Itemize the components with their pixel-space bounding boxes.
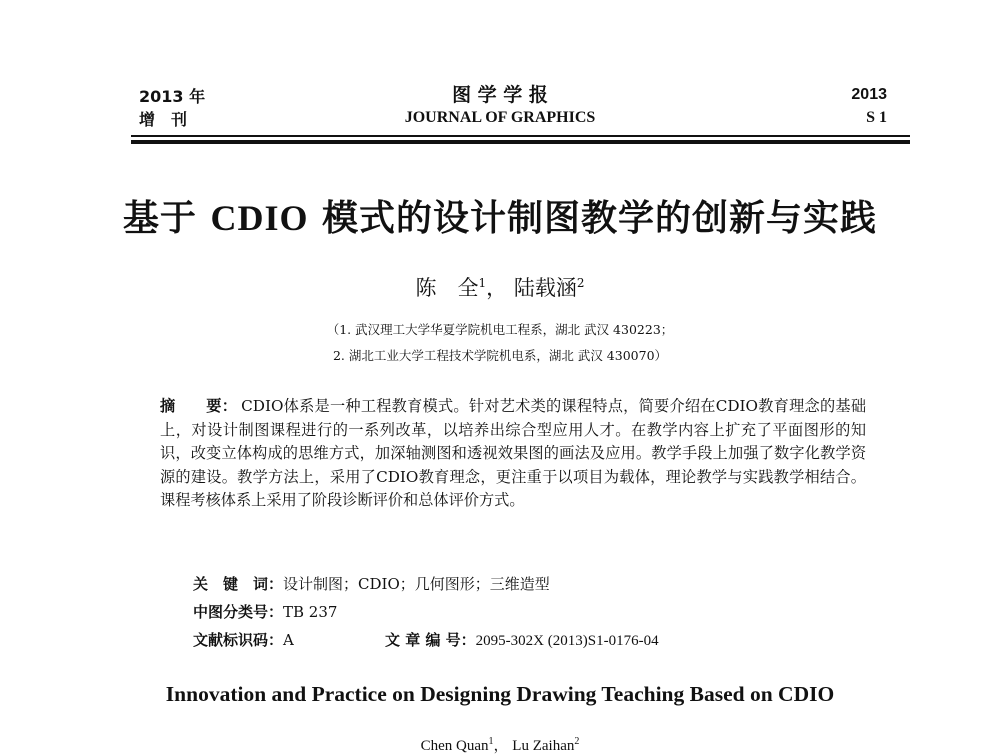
abstract-label: 摘 要： bbox=[160, 397, 238, 415]
keywords-value: 设计制图；CDIO；几何图形；三维造型 bbox=[283, 575, 550, 593]
doc-code-line bbox=[193, 629, 294, 650]
clc-label: 中图分类号： bbox=[193, 603, 284, 621]
header-rule-thick bbox=[131, 140, 910, 144]
keywords-label: 关 键 词： bbox=[193, 575, 284, 593]
clc-value: TB 237 bbox=[283, 603, 338, 621]
author-1: 陈 全 bbox=[415, 276, 479, 300]
header-issue: S 1 bbox=[866, 109, 887, 126]
title-part-prefix: 基于 bbox=[122, 198, 197, 239]
header-year-cn: 2013 年 bbox=[139, 87, 206, 106]
affiliation-1: （1. 武汉理工大学华夏学院机电工程系，湖北 武汉 430223； bbox=[326, 322, 674, 337]
author-en-separator: ， bbox=[493, 738, 509, 754]
author-1-en: Chen Quan bbox=[420, 738, 489, 754]
authors-cn bbox=[0, 272, 1000, 302]
journal-name-cn: 图 学 学 报 bbox=[452, 84, 548, 106]
author-1-en-affil: 1 bbox=[488, 736, 494, 747]
abstract-text: CDIO体系是一种工程教育模式。针对艺术类的课程特点，简要介绍在CDIO教育理念的基础上，对设计制图课程进行的一系列改革，以培养出综合型应用人才。在教学内容上扩充了平面图形的知识，改变立体构成的思维方式，加深轴测图和透视效果图的画法及应用。教学手段上加强了数字化教学资源的建设。教学方法上，采用了CDIO教育理念，更注重于以项目为载体，理论教学与实践教学相结合。课程考核体系上采用了阶段诊断评价和总体评价方式。 bbox=[160, 397, 867, 510]
affiliation-2: 2. 湖北工业大学工程技术学院机电系，湖北 武汉 430070） bbox=[332, 348, 668, 363]
doc-code-label: 文献标识码： bbox=[193, 631, 284, 649]
article-title-en: Innovation and Practice on Designing Drawing Teaching Based on CDIO bbox=[165, 682, 835, 706]
clc-line bbox=[193, 601, 337, 622]
article-title-cn bbox=[0, 190, 1000, 241]
author-2-affil: 2 bbox=[576, 276, 585, 290]
article-no-line bbox=[385, 629, 659, 650]
article-no-label: 文 章 编 号： bbox=[385, 631, 476, 649]
authors-en bbox=[0, 734, 1000, 755]
author-1-affil: 1 bbox=[478, 276, 487, 290]
title-part-latin: CDIO bbox=[210, 198, 309, 238]
doc-code-value: A bbox=[283, 631, 294, 649]
author-separator: ， bbox=[486, 276, 508, 300]
author-2-en: Lu Zaihan bbox=[512, 738, 575, 754]
article-no-value: 2095-302X (2013)S1-0176-04 bbox=[475, 633, 659, 649]
header-rule-thin bbox=[131, 135, 910, 137]
author-2-en-affil: 2 bbox=[574, 736, 580, 747]
author-2: 陆载涵 bbox=[513, 276, 577, 300]
abstract bbox=[160, 395, 866, 513]
keywords-line bbox=[193, 573, 550, 594]
journal-name-en: JOURNAL OF GRAPHICS bbox=[404, 109, 596, 126]
title-part-suffix: 模式的设计制图教学的创新与实践 bbox=[322, 198, 878, 239]
header-issue-cn: 增 刊 bbox=[139, 110, 188, 129]
header-year: 2013 bbox=[851, 86, 887, 103]
